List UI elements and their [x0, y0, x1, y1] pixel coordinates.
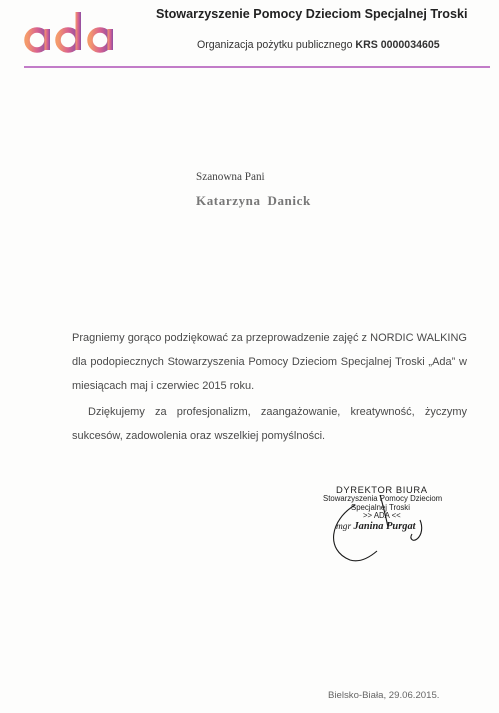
- stamp-title: DYREKTOR BIURA: [336, 484, 428, 495]
- ada-logo: [24, 8, 120, 56]
- recipient-name: Katarzyna Danick: [196, 193, 311, 208]
- place-and-date: Bielsko-Biała, 29.06.2015.: [328, 690, 440, 701]
- stamp-name-text: Janina Purgat: [353, 521, 416, 532]
- organization-status: Organizacja pożytku publicznego: [197, 39, 353, 51]
- header-divider: [24, 66, 490, 68]
- handwritten-signature: [325, 465, 465, 565]
- stamp-line-1: Stowarzyszenia Pomocy Dzieciom: [323, 494, 443, 503]
- stamp-line-2: Specjalnej Troski: [351, 503, 410, 512]
- organization-name: Stowarzyszenie Pomocy Dzieciom Specjalnej Troski: [156, 7, 468, 21]
- stamp-name-prefix: mgr: [336, 522, 352, 532]
- krs-number: KRS 0000034605: [355, 39, 440, 51]
- organization-subtitle: [197, 39, 440, 51]
- body-paragraph-2: Dziękujemy za profesjonalizm, zaangażowanie, kreatywność, życzymy sukcesów, zadowolenia oraz wszelkiej pomyślności.: [72, 406, 467, 442]
- salutation: Szanowna Pani: [196, 171, 265, 183]
- body-paragraph-1: Pragniemy gorąco podziękować za przeprowadzenie zajęć z NORDIC WALKING dla podopiecznych Stowarzyszenia Pomocy Dzieciom Specjalnej Troski „Ada” w miesiącach maj i czerwiec 2015 roku.: [72, 332, 467, 392]
- stamp-line-3: >> ADA <<: [363, 511, 401, 520]
